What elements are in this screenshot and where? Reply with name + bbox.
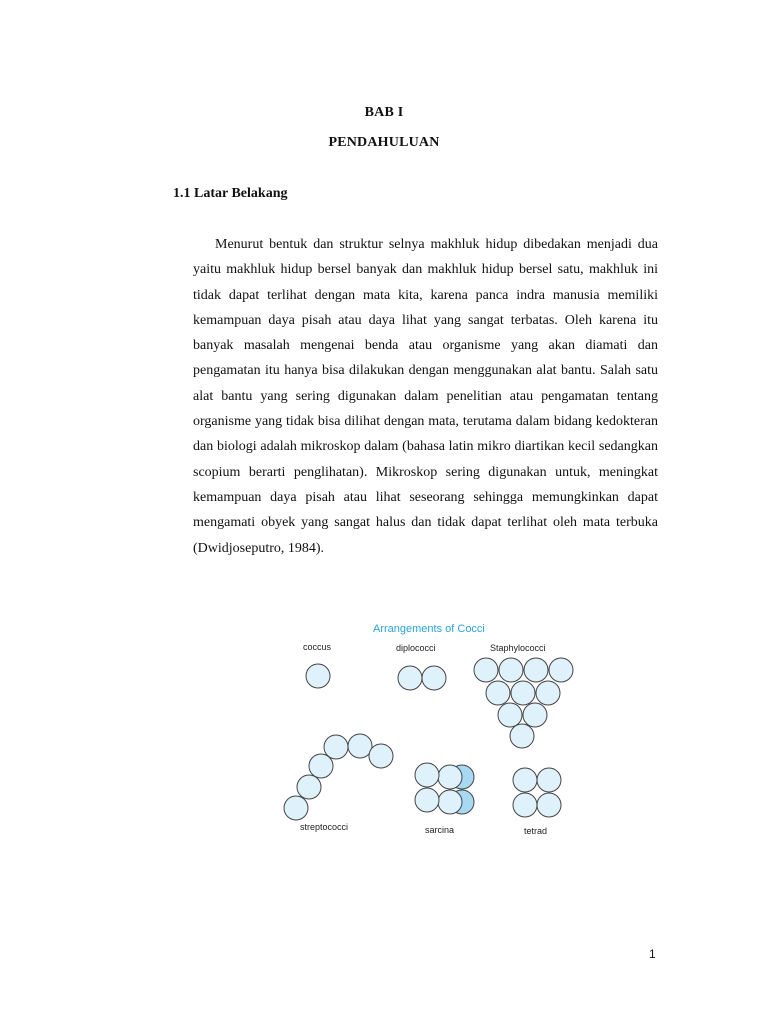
cell	[549, 658, 573, 682]
cell	[438, 765, 462, 789]
cell	[486, 681, 510, 705]
cell	[537, 768, 561, 792]
chapter-title: PENDAHULUAN	[328, 135, 440, 150]
streptococci-cells	[284, 734, 393, 820]
cell	[513, 768, 537, 792]
cell	[324, 735, 348, 759]
diplococci-cells	[398, 666, 446, 690]
section-heading: 1.1 Latar Belakang	[173, 186, 288, 201]
cell	[438, 790, 462, 814]
cell	[511, 681, 535, 705]
cocci-diagram	[270, 615, 600, 845]
cocci-arrangements-figure	[270, 615, 600, 845]
page-number: 1	[649, 947, 656, 961]
cell	[523, 703, 547, 727]
figure-title: Arrangements of Cocci	[373, 623, 485, 635]
label-streptococci: streptococci	[300, 822, 349, 832]
cell	[510, 724, 534, 748]
cell	[284, 796, 308, 820]
cell	[398, 666, 422, 690]
label-staphylococci: Staphylococci	[490, 643, 546, 653]
cell	[536, 681, 560, 705]
cell	[513, 793, 537, 817]
cell	[415, 788, 439, 812]
label-sarcina: sarcina	[425, 825, 455, 835]
cell	[422, 666, 446, 690]
body-paragraph: Menurut bentuk dan struktur selnya makhluk hidup dibedakan menjadi dua yaitu makhluk hidup bersel banyak dan makhluk hidup bersel satu, makhluk ini tidak dapat terlihat dengan mata kita, karena panca indra manusia memiliki kemampuan daya pisah atau daya lihat yang sangat terbatas. Oleh karena itu banyak masalah mengenai benda atau organisme yang akan diamati dan pengamatan itu hanya bisa dilakukan dengan menggunakan alat bantu. Salah satu alat bantu yang sering digunakan dalam penelitian atau pengamatan tentang organisme yang tidak bisa dilihat dengan mata, terutama dalam bidang kedokteran dan biologi adalah mikroskop dalam (bahasa latin mikro diartikan kecil sedangkan scopium berarti penglihatan). Mikroskop sering digunakan untuk, meningkat kemampuan daya pisah atau lihat seseorang sehingga memungkinkan dapat mengamati obyek yang sangat halus dan tidak dapat terlihat oleh mata terbuka (Dwidjoseputro, 1984).	[193, 237, 658, 556]
label-diplococci: diplococci	[396, 643, 436, 653]
cell	[537, 793, 561, 817]
tetrad-cells	[513, 768, 561, 817]
label-coccus: coccus	[303, 642, 332, 652]
cell	[499, 658, 523, 682]
sarcina-cells	[415, 763, 474, 814]
label-tetrad: tetrad	[524, 826, 548, 836]
cell	[474, 658, 498, 682]
cell	[524, 658, 548, 682]
coccus-cells	[306, 664, 330, 688]
chapter-number: BAB I	[364, 105, 404, 120]
cell	[415, 763, 439, 787]
cell	[297, 775, 321, 799]
cell	[369, 744, 393, 768]
cell	[348, 734, 372, 758]
staphylococci-cells	[474, 658, 573, 748]
cell	[498, 703, 522, 727]
cell	[306, 664, 330, 688]
